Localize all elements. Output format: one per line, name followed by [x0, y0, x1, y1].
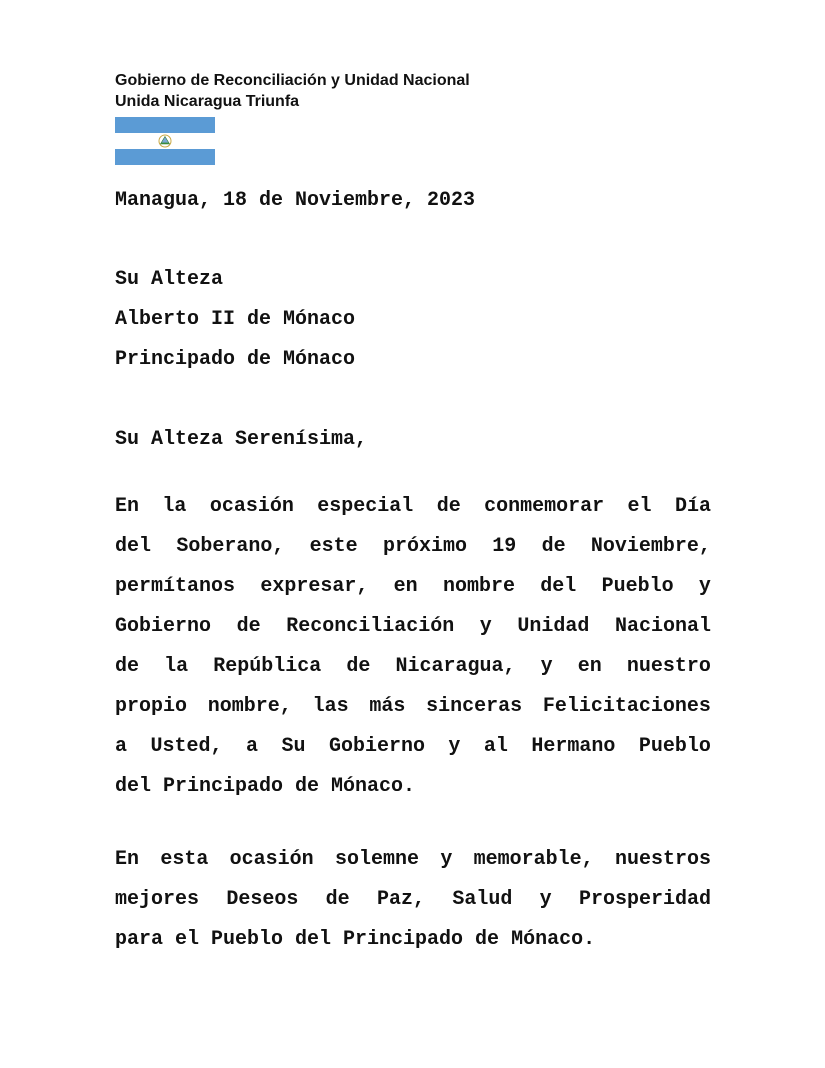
paragraph-line: a Usted, a Su Gobierno y al Hermano Pueblo — [115, 735, 711, 758]
paragraph-line: Gobierno de Reconciliación y Unidad Nacional — [115, 615, 711, 638]
paragraph-line: mejores Deseos de Paz, Salud y Prosperidad — [115, 888, 711, 911]
letterhead — [115, 70, 470, 112]
paragraph-line: del Principado de Mónaco. — [115, 775, 416, 798]
letterhead-government-name: Gobierno de Reconciliación y Unidad Nacional — [115, 72, 470, 89]
recipient-line: Alberto II de Mónaco — [115, 308, 356, 331]
paragraph-line: para el Pueblo del Principado de Mónaco. — [115, 928, 596, 951]
paragraph-wishes — [115, 840, 711, 960]
paragraph-line: permítanos expresar, en nombre del Pueblo y — [115, 575, 711, 598]
recipient-block — [115, 260, 355, 380]
recipient-line: Su Alteza — [115, 268, 224, 291]
paragraph-line: del Soberano, este próximo 19 de Noviembre, — [115, 535, 711, 558]
letter-date: Managua, 18 de Noviembre, 2023 — [115, 189, 476, 212]
coat-of-arms-icon — [157, 134, 173, 148]
flag-stripe-bottom — [115, 149, 215, 165]
paragraph-line: de la República de Nicaragua, y en nuestro — [115, 655, 711, 678]
paragraph-line: En la ocasión especial de conmemorar el Día — [115, 495, 711, 518]
flag-stripe-top — [115, 117, 215, 133]
salutation: Su Alteza Serenísima, — [115, 428, 368, 451]
nicaragua-flag-icon — [115, 117, 215, 165]
letterhead-slogan: Unida Nicaragua Triunfa — [115, 93, 300, 110]
paragraph-congratulations — [115, 487, 711, 807]
paragraph-line: propio nombre, las más sinceras Felicitaciones — [115, 695, 711, 718]
recipient-line: Principado de Mónaco — [115, 348, 356, 371]
paragraph-line: En esta ocasión solemne y memorable, nuestros — [115, 848, 711, 871]
